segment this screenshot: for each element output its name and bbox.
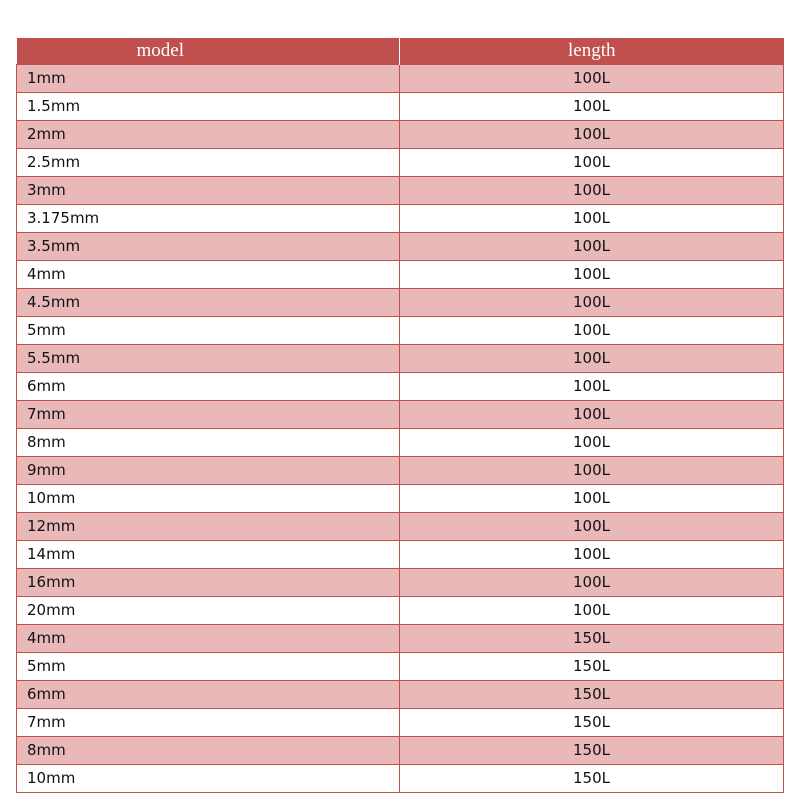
model-cell: 4.5mm [17, 289, 400, 317]
length-cell: 100L [400, 569, 784, 597]
table-row [17, 205, 784, 233]
table-row [17, 485, 784, 513]
length-cell: 100L [400, 93, 784, 121]
length-cell: 100L [400, 177, 784, 205]
length-cell: 150L [400, 653, 784, 681]
table-row [17, 401, 784, 429]
table-row [17, 457, 784, 485]
length-cell: 100L [400, 485, 784, 513]
length-cell: 100L [400, 317, 784, 345]
model-cell: 9mm [17, 457, 400, 485]
spec-table [16, 38, 784, 793]
table-row [17, 121, 784, 149]
model-cell: 2.5mm [17, 149, 400, 177]
length-cell: 100L [400, 513, 784, 541]
table-row [17, 317, 784, 345]
table-row [17, 681, 784, 709]
model-cell: 8mm [17, 429, 400, 457]
table-row [17, 569, 784, 597]
model-cell: 5mm [17, 317, 400, 345]
table-header [17, 38, 784, 65]
table-row [17, 65, 784, 93]
length-cell: 100L [400, 541, 784, 569]
length-cell: 150L [400, 709, 784, 737]
model-cell: 8mm [17, 737, 400, 765]
length-cell: 100L [400, 261, 784, 289]
model-cell: 6mm [17, 373, 400, 401]
length-cell: 100L [400, 65, 784, 93]
table-row [17, 429, 784, 457]
header-row [17, 38, 784, 65]
length-cell: 150L [400, 737, 784, 765]
model-cell: 1mm [17, 65, 400, 93]
model-cell: 12mm [17, 513, 400, 541]
table-row [17, 149, 784, 177]
model-cell: 4mm [17, 261, 400, 289]
length-cell: 100L [400, 429, 784, 457]
model-cell: 10mm [17, 765, 400, 793]
length-cell: 100L [400, 233, 784, 261]
length-cell: 100L [400, 457, 784, 485]
table-row [17, 289, 784, 317]
length-cell: 100L [400, 345, 784, 373]
header-model: model [17, 38, 400, 65]
length-cell: 100L [400, 149, 784, 177]
table-row [17, 345, 784, 373]
table-row [17, 765, 784, 793]
length-cell: 100L [400, 289, 784, 317]
table-row [17, 541, 784, 569]
length-cell: 150L [400, 765, 784, 793]
table-row [17, 177, 784, 205]
model-cell: 10mm [17, 485, 400, 513]
table-row [17, 93, 784, 121]
table-row [17, 625, 784, 653]
length-cell: 100L [400, 401, 784, 429]
table-row [17, 709, 784, 737]
length-cell: 100L [400, 373, 784, 401]
table-row [17, 233, 784, 261]
length-cell: 100L [400, 121, 784, 149]
model-cell: 16mm [17, 569, 400, 597]
table-row [17, 597, 784, 625]
model-cell: 6mm [17, 681, 400, 709]
model-cell: 7mm [17, 709, 400, 737]
model-cell: 4mm [17, 625, 400, 653]
model-cell: 1.5mm [17, 93, 400, 121]
table-row [17, 737, 784, 765]
model-cell: 3mm [17, 177, 400, 205]
table-row [17, 261, 784, 289]
length-cell: 100L [400, 597, 784, 625]
model-cell: 5.5mm [17, 345, 400, 373]
model-cell: 3.175mm [17, 205, 400, 233]
length-cell: 150L [400, 681, 784, 709]
model-cell: 2mm [17, 121, 400, 149]
model-cell: 7mm [17, 401, 400, 429]
header-length: length [400, 38, 784, 65]
model-cell: 3.5mm [17, 233, 400, 261]
length-cell: 150L [400, 625, 784, 653]
model-cell: 14mm [17, 541, 400, 569]
table-row [17, 373, 784, 401]
table-body [17, 65, 784, 793]
model-cell: 20mm [17, 597, 400, 625]
model-cell: 5mm [17, 653, 400, 681]
table-row [17, 513, 784, 541]
table-row [17, 653, 784, 681]
length-cell: 100L [400, 205, 784, 233]
